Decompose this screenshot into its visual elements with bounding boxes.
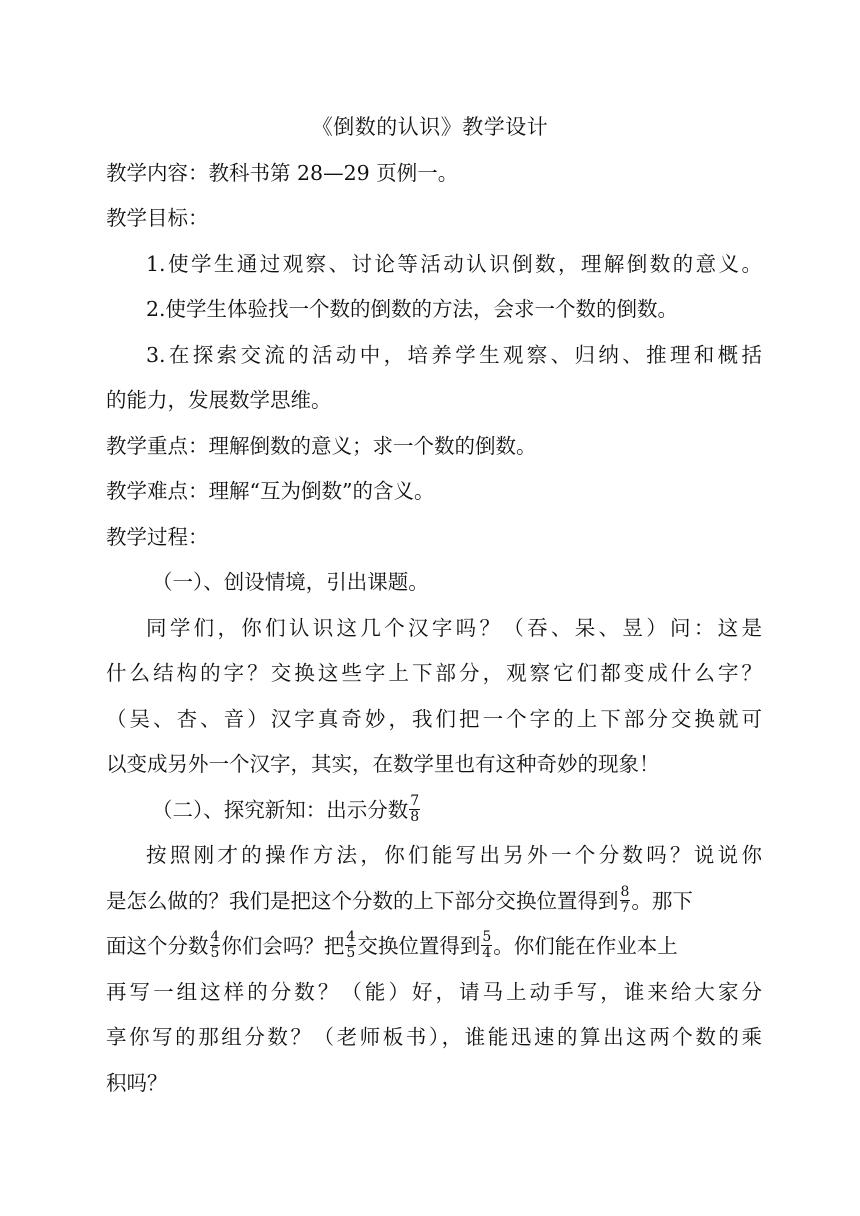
section-1-heading: （一）、创设情境，引出课题。 — [152, 570, 429, 594]
goal-item-1: 1.使学生通过观察、讨论等活动认识倒数，理解倒数的意义。 — [146, 252, 762, 276]
paragraph-2-line-3-text-a: 面这个分数 — [106, 934, 209, 958]
goal-item-2: 2.使学生体验找一个数的倒数的方法，会求一个数的倒数。 — [146, 297, 679, 321]
paragraph-2-line-5: 享你写的那组分数？（老师板书），谁能迅速的算出这两个数的乘 — [106, 1025, 762, 1049]
process-heading: 教学过程： — [106, 525, 209, 549]
paragraph-2-line-2-text-a: 是怎么做的？我们是把这个分数的上下部分交换位置得到 — [106, 889, 619, 913]
section-2-heading-text: （二）、探究新知：出示分数 — [152, 798, 409, 822]
section-2-heading — [152, 794, 762, 827]
paragraph-2-line-3 — [106, 930, 762, 963]
fraction-7-8: $\frac{7}{8}$ — [410, 793, 420, 825]
goal-item-3-line-1: 3.在探索交流的活动中，培养学生观察、归纳、推理和概括 — [146, 343, 762, 367]
key-point-line: 教学重点：理解倒数的意义；求一个数的倒数。 — [106, 434, 537, 458]
paragraph-2-line-3-text-c: 交换位置得到 — [357, 934, 481, 958]
paragraph-2-line-4: 再写一组这样的分数？（能）好，请马上动手写，谁来给大家分 — [106, 980, 762, 1004]
paragraph-2-line-3-text-d: 。你们能在作业本上 — [493, 934, 678, 958]
paragraph-1-line-3: （吴、杏、音）汉字真奇妙，我们把一个字的上下部分交换就可 — [106, 707, 762, 731]
fraction-4-5-second: $\frac{4}{5}$ — [346, 929, 356, 961]
paragraph-2-line-1: 按照刚才的操作方法，你们能写出另外一个分数吗？说说你 — [146, 843, 762, 867]
document-title: 《倒数的认识》教学设计 — [311, 115, 549, 139]
paragraph-1-line-2: 什么结构的字？交换这些字上下部分，观察它们都变成什么字？ — [106, 661, 762, 685]
paragraph-1-line-4: 以变成另外一个汉字，其实，在数学里也有这种奇妙的现象！ — [106, 752, 660, 776]
fraction-5-4: $\frac{5}{4}$ — [482, 929, 492, 961]
paragraph-2-line-2-text-b: 。那下 — [631, 889, 693, 913]
fraction-8-7: $\frac{8}{7}$ — [620, 884, 630, 916]
fraction-4-5-first: $\frac{4}{5}$ — [210, 929, 220, 961]
paragraph-2-line-2 — [106, 885, 762, 918]
paragraph-2-line-6: 积吗？ — [106, 1071, 168, 1095]
paragraph-2-line-3-text-b: 你们会吗？把 — [221, 934, 345, 958]
goal-item-3-line-2: 的能力，发展数学思维。 — [106, 388, 332, 412]
paragraph-1-line-1: 同学们，你们认识这几个汉字吗？（吞、呆、昱）问：这是 — [146, 616, 762, 640]
teaching-goals-heading: 教学目标： — [106, 206, 209, 230]
difficulty-line: 教学难点：理解“互为倒数”的含义。 — [106, 479, 435, 503]
teaching-content-line: 教学内容：教科书第 28—29 页例一。 — [106, 161, 459, 185]
